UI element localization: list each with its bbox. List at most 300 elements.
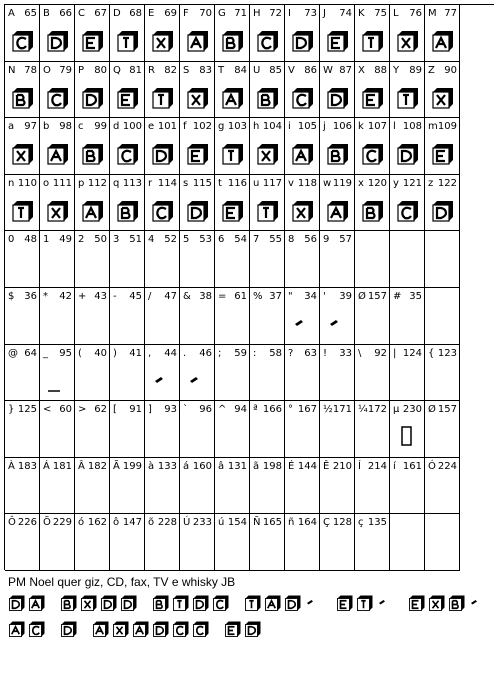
glyph-cell bbox=[355, 345, 390, 402]
glyph-label bbox=[253, 234, 282, 246]
block-glyph-icon bbox=[11, 199, 35, 223]
glyph-cell bbox=[425, 118, 460, 175]
glyph-cell bbox=[285, 62, 320, 119]
glyph-cell bbox=[285, 401, 320, 458]
glyph-char: x bbox=[358, 177, 364, 189]
glyph-char: ª bbox=[253, 404, 258, 416]
grid-row bbox=[5, 175, 494, 232]
glyph-label bbox=[393, 404, 422, 416]
glyph-label bbox=[43, 404, 72, 416]
glyph-char: | bbox=[393, 347, 397, 359]
glyph-label bbox=[428, 8, 457, 20]
glyph-cell bbox=[180, 175, 215, 232]
glyph-cell bbox=[215, 231, 250, 288]
glyph-cell bbox=[285, 118, 320, 175]
glyph-cell bbox=[180, 231, 215, 288]
glyph-label bbox=[183, 348, 212, 360]
glyph-label bbox=[253, 461, 282, 473]
glyph-cell bbox=[75, 62, 110, 119]
glyph-cell bbox=[145, 62, 180, 119]
sample-glyph-icon bbox=[264, 592, 282, 614]
sample-glyph-icon bbox=[112, 618, 130, 640]
glyph-label bbox=[113, 348, 142, 360]
glyph-cell bbox=[180, 514, 215, 571]
glyph-code: 65 bbox=[24, 8, 37, 19]
glyph-code: 214 bbox=[367, 460, 387, 472]
glyph-char: s bbox=[183, 177, 189, 189]
glyph-label bbox=[393, 461, 422, 473]
glyph-code: 88 bbox=[374, 64, 387, 76]
glyph-char: & bbox=[183, 290, 191, 302]
glyph-code: 115 bbox=[192, 177, 212, 189]
glyph-label bbox=[358, 461, 387, 473]
glyph-char: t bbox=[218, 177, 222, 189]
block-glyph-icon bbox=[11, 86, 35, 110]
glyph-code: 38 bbox=[199, 290, 212, 302]
glyph-code: 229 bbox=[52, 517, 72, 529]
glyph-cell bbox=[215, 288, 250, 345]
glyph-cell bbox=[40, 5, 75, 62]
glyph-cell bbox=[285, 345, 320, 402]
glyph-char: = bbox=[218, 290, 227, 302]
glyph-code: 85 bbox=[269, 64, 282, 76]
glyph-cell bbox=[75, 175, 110, 232]
block-glyph-icon bbox=[151, 142, 175, 166]
glyph-label bbox=[183, 234, 212, 246]
glyph-code: 56 bbox=[304, 234, 317, 246]
block-glyph-icon bbox=[256, 86, 280, 110]
glyph-cell bbox=[40, 231, 75, 288]
glyph-label bbox=[288, 517, 317, 529]
glyph-code: 57 bbox=[339, 234, 352, 246]
glyph-label bbox=[113, 8, 142, 20]
glyph-label bbox=[148, 291, 177, 303]
glyph-char: _ bbox=[43, 347, 48, 359]
block-glyph-icon bbox=[291, 86, 315, 110]
glyph-char: ã bbox=[253, 460, 260, 472]
glyph-code: 73 bbox=[304, 8, 317, 19]
glyph-code: 94 bbox=[234, 404, 247, 416]
block-glyph-icon bbox=[81, 142, 105, 166]
glyph-cell bbox=[215, 175, 250, 232]
glyph-char: N bbox=[8, 64, 16, 76]
glyph-cell bbox=[390, 62, 425, 119]
glyph-label bbox=[253, 121, 282, 133]
glyph-label bbox=[288, 348, 317, 360]
small-glyph-icon bbox=[46, 369, 70, 393]
glyph-char: ñ bbox=[288, 517, 295, 529]
glyph-char: ¼ bbox=[358, 404, 368, 416]
glyph-cell bbox=[215, 514, 250, 571]
glyph-cell bbox=[180, 458, 215, 515]
glyph-char: ? bbox=[288, 347, 294, 359]
glyph-label bbox=[323, 8, 352, 20]
block-glyph-icon bbox=[256, 29, 280, 53]
glyph-char: j bbox=[323, 121, 326, 133]
glyph-code: 119 bbox=[332, 177, 352, 189]
glyph-code: 107 bbox=[367, 121, 387, 133]
glyph-label bbox=[288, 65, 317, 77]
glyph-cell bbox=[75, 118, 110, 175]
glyph-code: 62 bbox=[94, 404, 107, 416]
block-glyph-icon bbox=[431, 142, 455, 166]
glyph-cell bbox=[425, 401, 460, 458]
sample-glyph-icon bbox=[356, 592, 374, 614]
glyph-cell bbox=[215, 62, 250, 119]
glyph-char: ç bbox=[358, 517, 364, 529]
glyph-code: 52 bbox=[164, 234, 177, 246]
glyph-label bbox=[8, 121, 37, 133]
glyph-char: U bbox=[253, 64, 261, 76]
sample-space bbox=[232, 592, 242, 614]
glyph-cell bbox=[425, 458, 460, 515]
block-glyph-icon bbox=[291, 29, 315, 53]
glyph-char: K bbox=[358, 8, 365, 19]
glyph-char: Â bbox=[78, 460, 85, 472]
sample-text-label: PM Noel quer giz, CD, fax, TV e whisky JB bbox=[8, 575, 236, 589]
glyph-label bbox=[78, 178, 107, 190]
glyph-cell bbox=[215, 5, 250, 62]
glyph-code: 82 bbox=[164, 64, 177, 76]
glyph-cell bbox=[75, 288, 110, 345]
glyph-char: A bbox=[8, 8, 15, 19]
glyph-char: Õ bbox=[43, 517, 51, 529]
sample-glyph-icon bbox=[172, 592, 190, 614]
glyph-cell bbox=[110, 62, 145, 119]
glyph-label bbox=[183, 8, 212, 20]
glyph-code: 161 bbox=[402, 460, 422, 472]
glyph-code: 78 bbox=[24, 64, 37, 76]
block-glyph-icon bbox=[361, 29, 385, 53]
sample-space bbox=[212, 618, 222, 640]
glyph-label bbox=[323, 517, 352, 529]
glyph-char: T bbox=[218, 64, 225, 76]
block-glyph-icon bbox=[81, 29, 105, 53]
glyph-cell bbox=[390, 401, 425, 458]
small-glyph-icon bbox=[396, 425, 420, 449]
glyph-char: R bbox=[148, 64, 155, 76]
glyph-char: M bbox=[428, 8, 437, 19]
glyph-char: 2 bbox=[78, 234, 85, 246]
block-glyph-icon bbox=[116, 199, 140, 223]
glyph-label bbox=[288, 234, 317, 246]
block-glyph-icon bbox=[291, 199, 315, 223]
glyph-code: 75 bbox=[374, 8, 387, 19]
glyph-code: 64 bbox=[24, 347, 37, 359]
glyph-label bbox=[8, 348, 37, 360]
glyph-label bbox=[323, 291, 352, 303]
sample-glyph-icon bbox=[92, 618, 110, 640]
glyph-code: 171 bbox=[332, 404, 352, 416]
glyph-char: Ø bbox=[358, 290, 366, 302]
glyph-label bbox=[393, 348, 422, 360]
glyph-char: 5 bbox=[183, 234, 190, 246]
glyph-label bbox=[428, 121, 457, 133]
glyph-code: 167 bbox=[297, 404, 317, 416]
glyph-code: 37 bbox=[269, 290, 282, 302]
glyph-label bbox=[113, 517, 142, 529]
glyph-code: 46 bbox=[199, 347, 212, 359]
glyph-label bbox=[8, 65, 37, 77]
glyph-cell bbox=[250, 345, 285, 402]
glyph-char: Á bbox=[43, 460, 50, 472]
block-glyph-icon bbox=[431, 29, 455, 53]
block-glyph-icon bbox=[186, 86, 210, 110]
glyph-cell bbox=[390, 345, 425, 402]
glyph-code: 39 bbox=[339, 290, 352, 302]
glyph-char: v bbox=[288, 177, 294, 189]
glyph-char: Y bbox=[393, 64, 400, 76]
sample-glyph-icon bbox=[408, 592, 426, 614]
glyph-char: u bbox=[253, 177, 260, 189]
glyph-code: 131 bbox=[227, 460, 247, 472]
small-glyph-icon bbox=[291, 312, 315, 336]
glyph-code: 55 bbox=[269, 234, 282, 246]
glyph-code: 87 bbox=[339, 64, 352, 76]
glyph-char: : bbox=[253, 347, 257, 359]
glyph-cell bbox=[110, 288, 145, 345]
glyph-cell bbox=[40, 175, 75, 232]
block-glyph-icon bbox=[361, 86, 385, 110]
glyph-label bbox=[358, 348, 387, 360]
glyph-code: 210 bbox=[332, 460, 352, 472]
sample-space bbox=[48, 592, 58, 614]
sample-glyph-icon bbox=[152, 618, 170, 640]
glyph-cell bbox=[250, 231, 285, 288]
glyph-code: 72 bbox=[269, 8, 282, 19]
glyph-code: 51 bbox=[129, 234, 142, 246]
glyph-char: ! bbox=[323, 347, 328, 359]
block-glyph-icon bbox=[11, 142, 35, 166]
glyph-cell bbox=[145, 401, 180, 458]
glyph-label bbox=[78, 121, 107, 133]
glyph-char: Ó bbox=[428, 460, 436, 472]
glyph-code: 43 bbox=[94, 290, 107, 302]
block-glyph-icon bbox=[396, 199, 420, 223]
glyph-char: H bbox=[253, 8, 261, 19]
glyph-code: 154 bbox=[227, 517, 247, 529]
glyph-cell bbox=[250, 175, 285, 232]
glyph-label bbox=[113, 461, 142, 473]
glyph-char: Ñ bbox=[253, 517, 261, 529]
glyph-char: D bbox=[113, 8, 121, 19]
sample-glyph-icon bbox=[100, 592, 118, 614]
glyph-cell bbox=[145, 345, 180, 402]
glyph-char: Ê bbox=[323, 460, 330, 472]
glyph-code: 35 bbox=[409, 290, 422, 302]
glyph-cell bbox=[5, 175, 40, 232]
glyph-code: 228 bbox=[157, 517, 177, 529]
glyph-code: 104 bbox=[262, 121, 282, 133]
glyph-cell bbox=[180, 345, 215, 402]
glyph-code: 61 bbox=[234, 290, 247, 302]
block-glyph-icon bbox=[151, 86, 175, 110]
glyph-code: 114 bbox=[157, 177, 177, 189]
glyph-cell bbox=[5, 514, 40, 571]
glyph-cell bbox=[285, 514, 320, 571]
glyph-cell bbox=[180, 401, 215, 458]
glyph-char: ] bbox=[148, 404, 152, 416]
glyph-char: I bbox=[288, 8, 291, 19]
glyph-char: g bbox=[218, 121, 225, 133]
glyph-code: 66 bbox=[59, 8, 72, 19]
glyph-code: 106 bbox=[332, 121, 352, 133]
glyph-label bbox=[43, 65, 72, 77]
glyph-cell bbox=[390, 175, 425, 232]
glyph-char: Ã bbox=[113, 460, 120, 472]
glyph-cell bbox=[425, 5, 460, 62]
glyph-char: ^ bbox=[218, 404, 227, 416]
glyph-cell bbox=[250, 401, 285, 458]
glyph-label bbox=[323, 348, 352, 360]
glyph-cell bbox=[145, 458, 180, 515]
block-glyph-icon bbox=[81, 86, 105, 110]
glyph-label bbox=[323, 234, 352, 246]
block-glyph-icon bbox=[221, 199, 245, 223]
glyph-char: " bbox=[288, 290, 293, 302]
glyph-cell bbox=[425, 288, 460, 345]
glyph-char: à bbox=[148, 460, 155, 472]
glyph-char: â bbox=[218, 460, 225, 472]
glyph-char: í bbox=[393, 460, 396, 472]
glyph-label bbox=[393, 65, 422, 77]
glyph-code: 63 bbox=[304, 347, 317, 359]
glyph-char: ; bbox=[218, 347, 222, 359]
glyph-cell bbox=[355, 514, 390, 571]
glyph-cell bbox=[110, 118, 145, 175]
glyph-code: 93 bbox=[164, 404, 177, 416]
glyph-char: 7 bbox=[253, 234, 260, 246]
sample-glyph-icon bbox=[80, 592, 98, 614]
glyph-cell bbox=[40, 118, 75, 175]
glyph-char: d bbox=[113, 121, 120, 133]
glyph-label bbox=[288, 461, 317, 473]
glyph-label bbox=[253, 348, 282, 360]
glyph-label bbox=[78, 404, 107, 416]
glyph-code: 122 bbox=[437, 177, 457, 189]
glyph-code: 90 bbox=[444, 64, 457, 76]
glyph-code: 36 bbox=[24, 290, 37, 302]
glyph-code: 79 bbox=[59, 64, 72, 76]
glyph-cell bbox=[285, 288, 320, 345]
glyph-code: 110 bbox=[17, 177, 37, 189]
glyph-label bbox=[253, 404, 282, 416]
glyph-code: 67 bbox=[94, 8, 107, 19]
glyph-label bbox=[43, 348, 72, 360]
glyph-code: 68 bbox=[129, 8, 142, 19]
glyph-cell bbox=[145, 514, 180, 571]
glyph-char: w bbox=[323, 177, 332, 189]
glyph-cell bbox=[320, 5, 355, 62]
glyph-code: 117 bbox=[262, 177, 282, 189]
grid-row bbox=[5, 514, 494, 571]
glyph-code: 111 bbox=[52, 177, 72, 189]
glyph-code: 113 bbox=[122, 177, 142, 189]
glyph-label bbox=[253, 517, 282, 529]
glyph-label bbox=[428, 178, 457, 190]
glyph-label bbox=[78, 65, 107, 77]
glyph-label bbox=[8, 404, 37, 416]
sample-glyph-icon bbox=[192, 618, 210, 640]
glyph-label bbox=[148, 121, 177, 133]
block-glyph-icon bbox=[221, 86, 245, 110]
glyph-label bbox=[428, 348, 457, 360]
glyph-code: 183 bbox=[17, 460, 37, 472]
glyph-cell bbox=[180, 118, 215, 175]
glyph-label bbox=[218, 178, 247, 190]
glyph-code: 50 bbox=[94, 234, 107, 246]
glyph-label bbox=[183, 65, 212, 77]
glyph-code: 102 bbox=[192, 121, 212, 133]
glyph-label bbox=[358, 404, 387, 416]
glyph-char: À bbox=[8, 460, 15, 472]
glyph-code: 182 bbox=[87, 460, 107, 472]
glyph-code: 233 bbox=[192, 517, 212, 529]
glyph-cell bbox=[5, 231, 40, 288]
grid-row bbox=[5, 401, 494, 458]
glyph-cell bbox=[425, 345, 460, 402]
grid-row bbox=[5, 345, 494, 402]
glyph-char: G bbox=[218, 8, 226, 19]
glyph-char: V bbox=[288, 64, 295, 76]
glyph-code: 95 bbox=[59, 347, 72, 359]
glyph-code: 48 bbox=[24, 234, 37, 246]
glyph-cell bbox=[425, 231, 460, 288]
glyph-char: } bbox=[8, 404, 15, 416]
block-glyph-icon bbox=[256, 142, 280, 166]
glyph-label bbox=[43, 178, 72, 190]
glyph-char: p bbox=[78, 177, 85, 189]
glyph-code: 157 bbox=[367, 290, 387, 302]
glyph-char: ( bbox=[78, 347, 82, 359]
glyph-cell bbox=[320, 62, 355, 119]
sample-glyph-icon bbox=[152, 592, 170, 614]
glyph-code: 70 bbox=[199, 8, 212, 19]
glyph-label bbox=[43, 234, 72, 246]
glyph-label bbox=[288, 8, 317, 20]
glyph-label bbox=[393, 8, 422, 20]
glyph-char: > bbox=[78, 404, 87, 416]
glyph-cell bbox=[180, 288, 215, 345]
glyph-char: k bbox=[358, 121, 364, 133]
glyph-code: 96 bbox=[199, 404, 212, 416]
sample-space bbox=[396, 592, 406, 614]
block-glyph-icon bbox=[116, 29, 140, 53]
glyph-label bbox=[253, 8, 282, 20]
glyph-cell bbox=[250, 288, 285, 345]
glyph-code: 47 bbox=[164, 290, 177, 302]
block-glyph-icon bbox=[186, 199, 210, 223]
sample-glyph-icon bbox=[244, 618, 262, 640]
glyph-label bbox=[393, 291, 422, 303]
glyph-char: ú bbox=[218, 517, 225, 529]
glyph-cell bbox=[355, 231, 390, 288]
glyph-char: [ bbox=[113, 404, 117, 416]
glyph-label bbox=[183, 461, 212, 473]
glyph-label bbox=[148, 348, 177, 360]
glyph-code: 84 bbox=[234, 64, 247, 76]
glyph-code: 97 bbox=[24, 121, 37, 133]
glyph-code: 74 bbox=[339, 8, 352, 19]
block-glyph-icon bbox=[326, 29, 350, 53]
glyph-cell bbox=[5, 118, 40, 175]
glyph-cell bbox=[5, 458, 40, 515]
sample-glyph-icon bbox=[60, 592, 78, 614]
glyph-label bbox=[8, 517, 37, 529]
glyph-label bbox=[148, 65, 177, 77]
glyph-label bbox=[428, 404, 457, 416]
block-glyph-icon bbox=[116, 86, 140, 110]
